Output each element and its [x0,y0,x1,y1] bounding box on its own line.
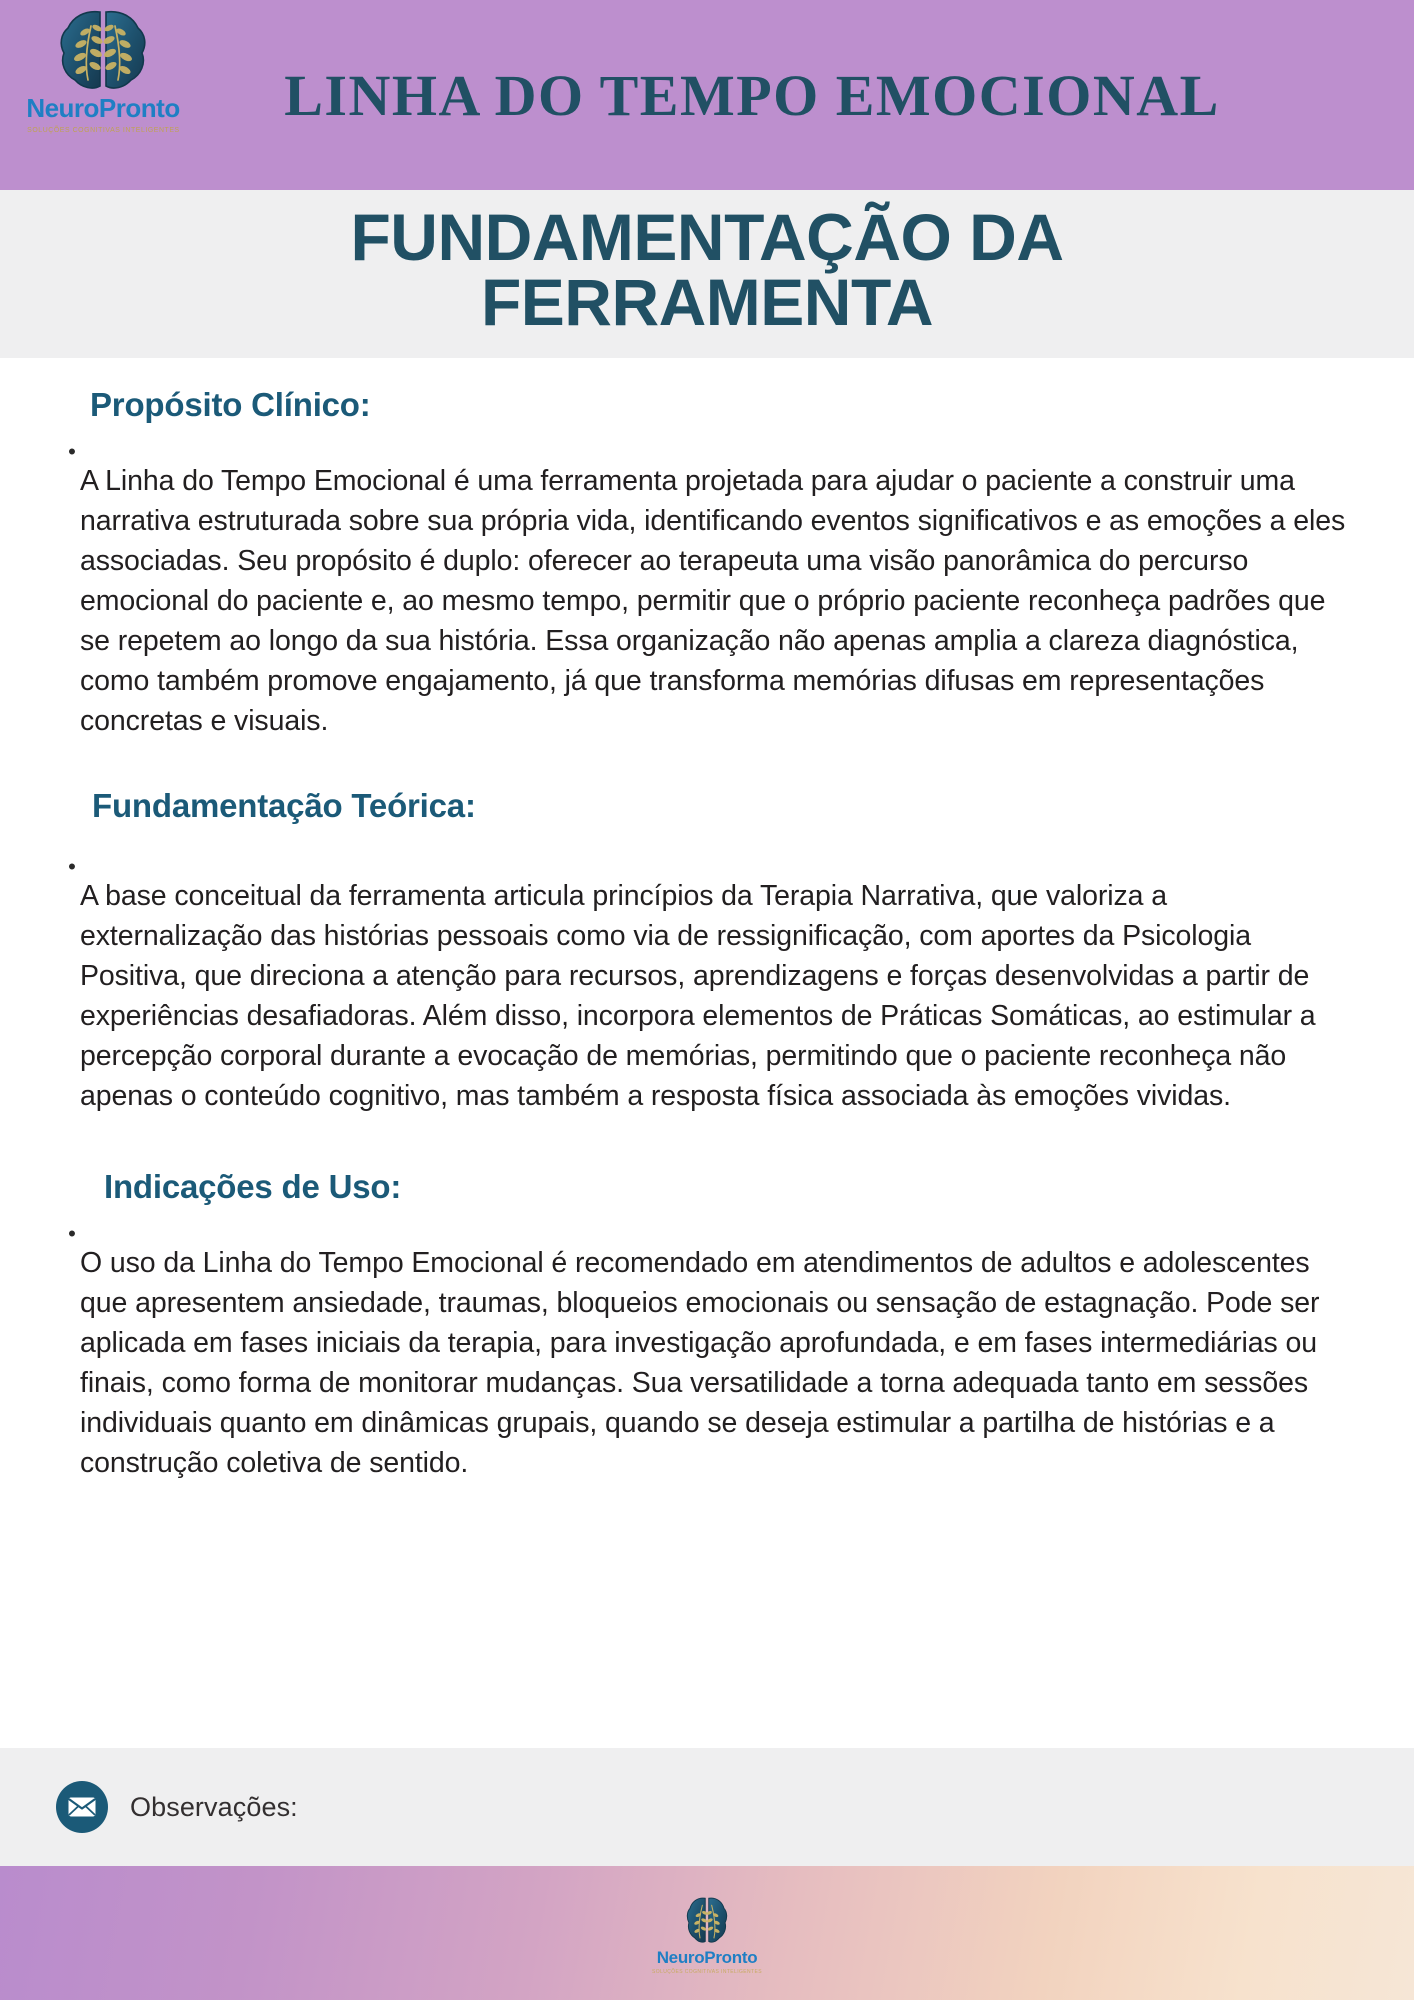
bullet-item-2 [52,847,1362,1144]
observations-label: Observações: [130,1791,298,1822]
page-header [0,0,1414,190]
main-content [0,358,1414,1748]
brain-leaf-icon [679,1895,735,1947]
brand-wordmark-footer: NeuroPronto [656,1948,758,1967]
document-title-band [0,190,1414,358]
brand-wordmark: NeuroPronto [26,93,180,123]
brand-tagline: SOLUÇÕES COGNITIVAS INTELIGENTES [26,125,180,134]
page-title-line1: FUNDAMENTAÇÃO DA [350,200,1064,275]
bullet-text-3: O uso da Linha do Tempo Emocional é recomendado em atendimentos de adultos e adolescentes que apresentem ansiedade, traumas, bloqueios emocionais ou sensação de estagnação. Pode ser aplicada em fases iniciais da terapia, para investigação aprofundada, e em fases intermediárias ou finais, como forma de monitorar mudanças. Sua versatilidade a torna adequada tanto em sessões individuais quanto em dinâmicas grupais, quando se deseja estimular a partilha de histórias e a construção coletiva de sentido. [80,1246,1320,1479]
section-heading-2: Fundamentação Teórica: [92,787,476,824]
section-indicacoes-de-uso [52,1168,1362,1511]
section-fundamentacao-teorica [52,787,1362,1144]
envelope-icon [56,1781,108,1833]
header-title: LINHA DO TEMPO EMOCIONAL [284,62,1220,128]
bullet-text-2: A base conceitual da ferramenta articula princípios da Terapia Narrativa, que valoriza a externalização das histórias pessoais como via de ressignificação, com aportes da Psicologia Positiva, que direciona a atenção para recursos, aprendizagens e forças desenvolvidas a partir de experiências desafiadoras. Além disso, incorpora elementos de Práticas Somáticas, ao estimular a percepção corporal durante a evocação de memórias, permitindo que o paciente reconheça não apenas o conteúdo cognitivo, mas também a resposta física associada às emoções vividas. [80,879,1316,1112]
brand-logo-footer [652,1895,762,1975]
observations-section [0,1748,1414,1866]
page-title-line2: FERRAMENTA [480,265,934,339]
bullet-item-3 [52,1214,1362,1511]
bullet-marker-icon: • [68,1221,76,1246]
bullet-marker-icon: • [68,854,76,879]
bullet-text-1: A Linha do Tempo Emocional é uma ferramenta projetada para ajudar o paciente a construir uma narrativa estruturada sobre sua própria vida, identificando eventos significativos e as emoções a eles associadas. Seu propósito é duplo: oferecer ao terapeuta uma visão panorâmica do percurso emocional do paciente e, ao mesmo tempo, permitir que o próprio paciente reconheça padrões que se repetem ao longo da sua história. Essa organização não apenas amplia a clareza diagnóstica, como também promove engajamento, já que transforma memórias difusas em representações concretas e visuais. [80,464,1346,737]
section-heading-1: Propósito Clínico: [90,386,371,423]
section-heading-3: Indicações de Uso: [104,1168,402,1205]
brand-tagline-footer: SOLUÇÕES COGNITIVAS INTELIGENTES [652,1969,762,1975]
bullet-marker-icon: • [68,439,76,464]
page-title [350,200,1064,339]
bullet-item-1 [52,432,1362,769]
brand-logo-header [28,8,178,148]
section-proposito-clinico [52,386,1362,769]
spacer [52,833,1362,847]
brain-leaf-icon [55,8,151,94]
page-footer [0,1866,1414,2000]
